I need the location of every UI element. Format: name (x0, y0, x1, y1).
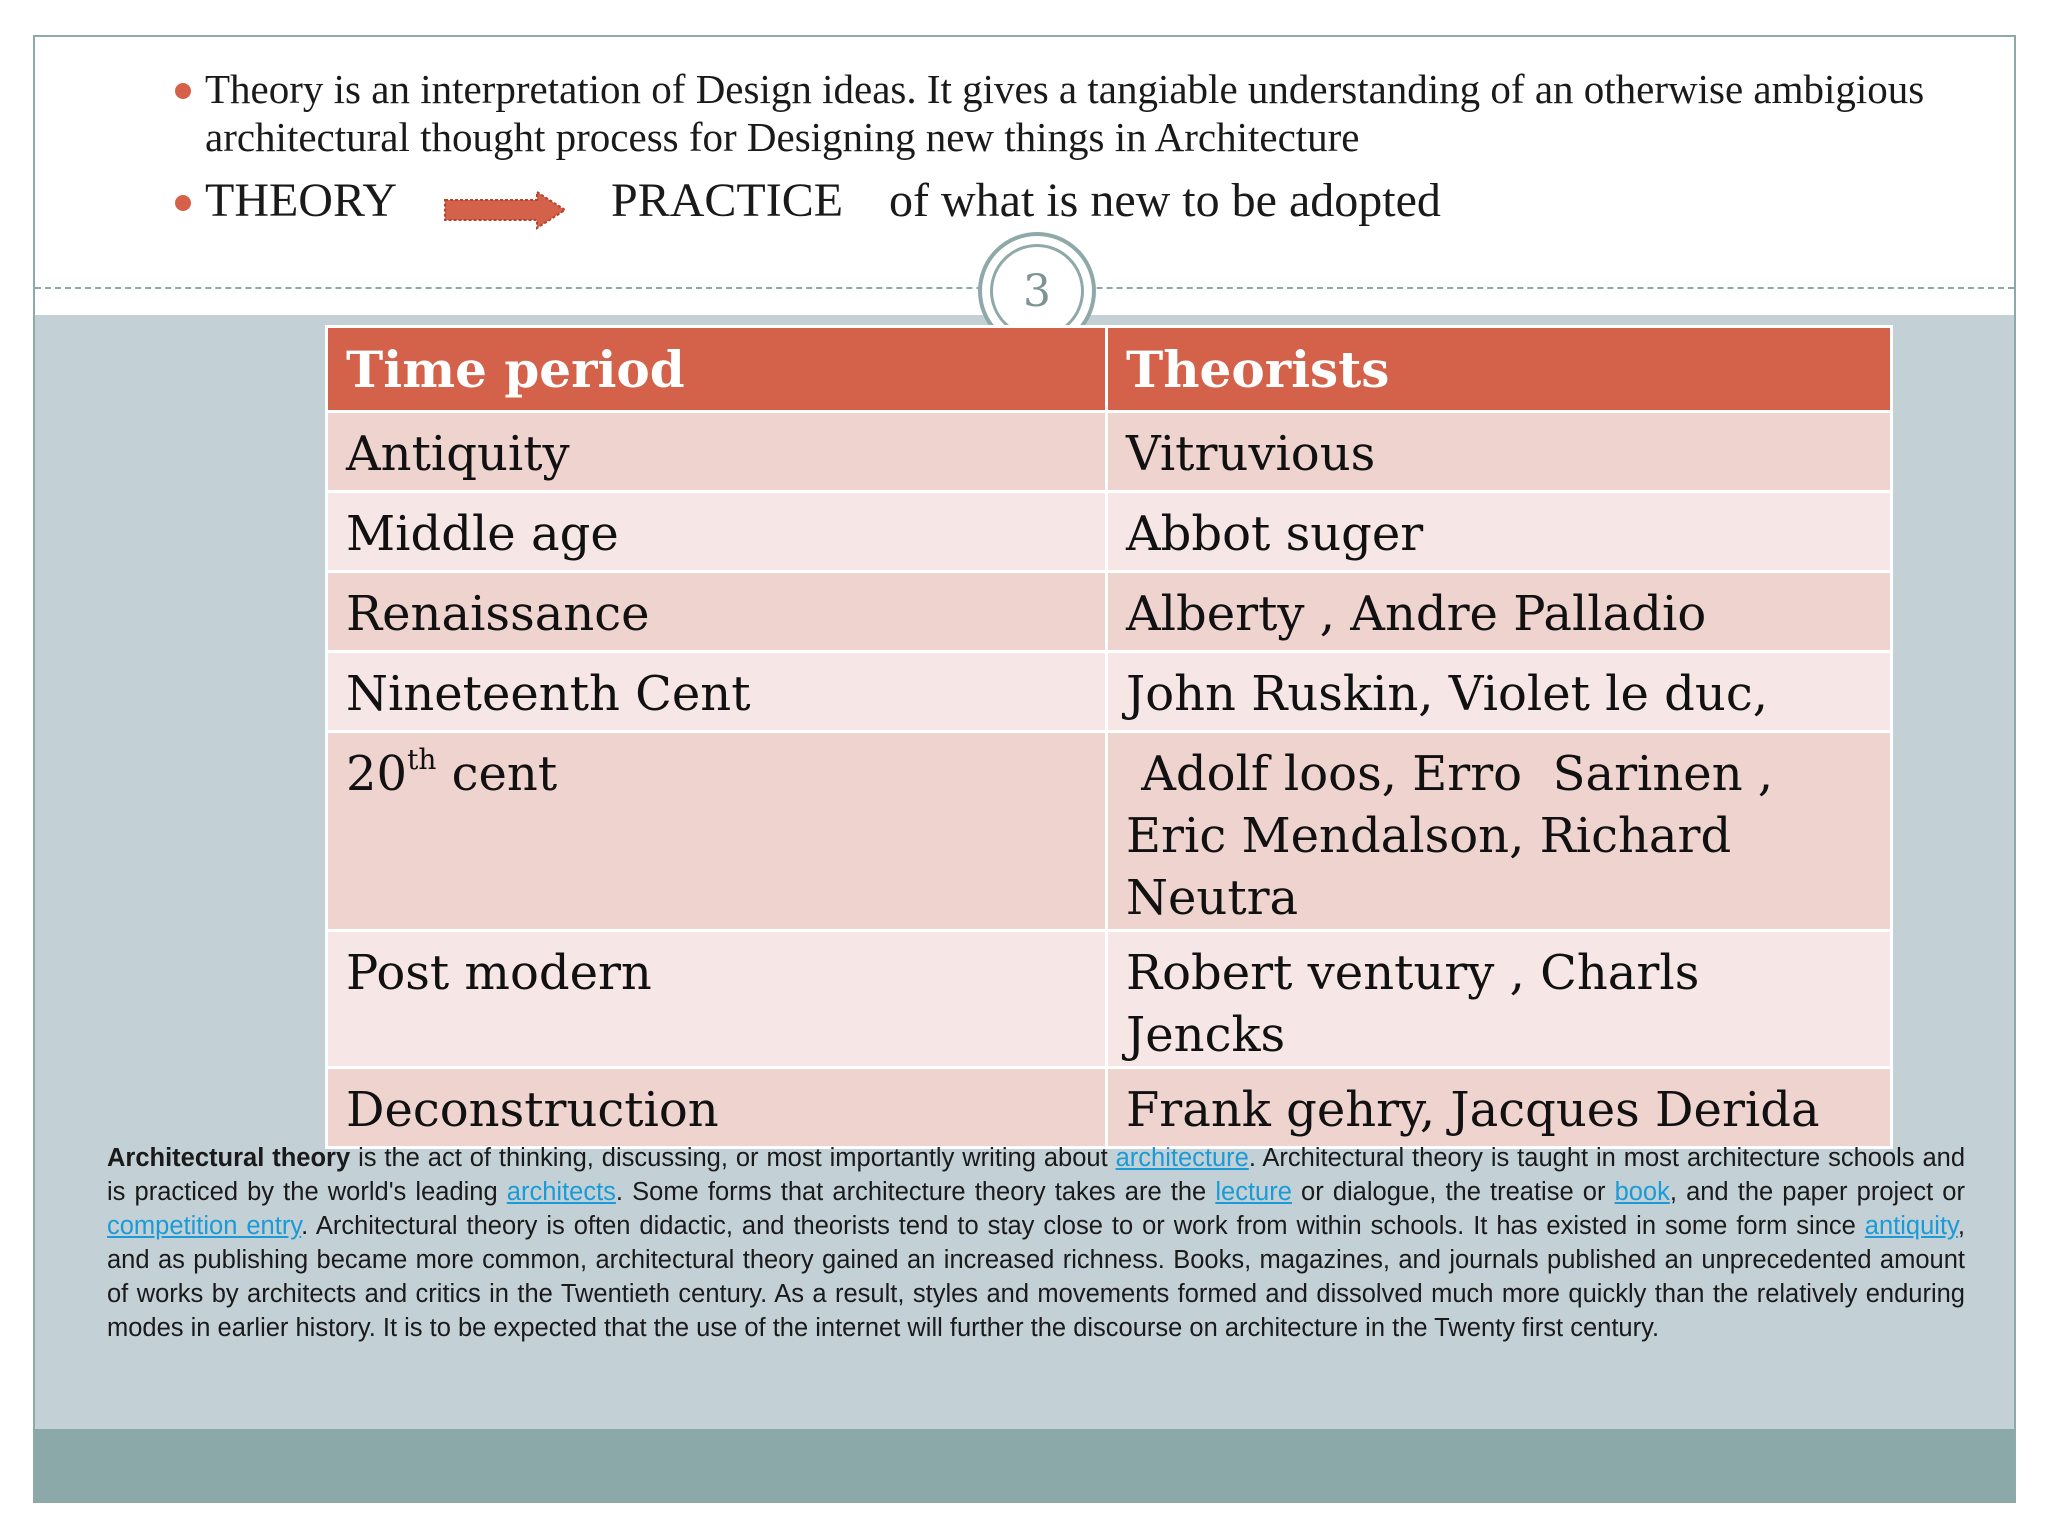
right-arrow-icon (443, 185, 569, 225)
theorists-cell: Robert ventury , Charls Jencks (1107, 931, 1892, 1068)
theorists-cell: Vitruvious (1107, 412, 1892, 492)
bullet-item (105, 171, 1935, 231)
theorists-cell: Alberty , Andre Palladio (1107, 572, 1892, 652)
bullet-text: Theory is an interpretation of Design ideas. It gives a tangiable understanding of an otherwise ambigious architectural thought process for Designing new things in Architecture (205, 66, 1925, 160)
page-number: 3 (990, 244, 1084, 338)
period-cell: Middle age (327, 492, 1107, 572)
theory-word: THEORY (205, 174, 397, 227)
table-row (327, 652, 1892, 732)
period-superscript: th (407, 743, 437, 776)
table-row (327, 732, 1892, 931)
theorists-cell: Abbot suger (1107, 492, 1892, 572)
period-cell (327, 732, 1107, 931)
paragraph-text: , and as publishing became more common, architectural theory gained an increased richness. Books, magazines, and journals published an unprecedented amount of works by architects and critics in the Twentieth century. As a result, styles and movements formed and dissolved much more quickly than the relatively enduring modes in earlier history. It is to be expected that the use of the internet will further the discourse on architecture in the Twenty first century. (107, 1212, 1965, 1342)
theorists-cell: John Ruskin, Violet le duc, (1107, 652, 1892, 732)
link-competition-entry[interactable]: competition entry (107, 1212, 302, 1240)
header-theorists: Theorists (1107, 327, 1892, 412)
description-paragraph (107, 1141, 1965, 1345)
slide (33, 35, 2016, 1503)
table-row (327, 572, 1892, 652)
paragraph-text: , and the paper project or (1669, 1178, 1965, 1206)
link-book[interactable]: book (1614, 1178, 1670, 1206)
table-header-row (327, 327, 1892, 412)
period-cell: Deconstruction (327, 1068, 1107, 1148)
link-architects[interactable]: architects (506, 1178, 616, 1206)
period-cell: Renaissance (327, 572, 1107, 652)
table-row (327, 492, 1892, 572)
bullet-item (105, 65, 1935, 161)
paragraph-bold-lead: Architectural theory (107, 1144, 351, 1172)
paragraph-text: . Some forms that architecture theory takes are the (615, 1178, 1216, 1206)
link-architecture[interactable]: architecture (1115, 1144, 1249, 1172)
bullet-list (105, 65, 1935, 231)
table-row (327, 931, 1892, 1068)
paragraph-text: . Architectural theory is taught in most architecture schools and is practiced by the world's leading (107, 1144, 1966, 1206)
paragraph-text: is the act of thinking, discussing, or most importantly writing about (350, 1144, 1116, 1172)
bullet-dot-icon (175, 83, 191, 99)
theorists-cell: Adolf loos, Erro Sarinen , Eric Mendalson, Richard Neutra (1107, 732, 1892, 931)
practice-word: PRACTICE (611, 174, 844, 227)
link-lecture[interactable]: lecture (1215, 1178, 1292, 1206)
period-number: 20 (346, 746, 408, 802)
header-time-period: Time period (327, 327, 1107, 412)
theorists-cell: Frank gehry, Jacques Derida (1107, 1068, 1892, 1148)
slide-footer-band (35, 1429, 2014, 1501)
period-rest: cent (436, 746, 558, 802)
table-row (327, 1068, 1892, 1148)
period-cell: Nineteenth Cent (327, 652, 1107, 732)
theorists-table (325, 325, 1893, 1149)
paragraph-text: or dialogue, the treatise or (1291, 1178, 1615, 1206)
period-cell: Antiquity (327, 412, 1107, 492)
paragraph-text: . Architectural theory is often didactic, and theorists tend to stay close to or work from within schools. It has existed in some form since (301, 1212, 1865, 1240)
table-row (327, 412, 1892, 492)
bullet-dot-icon (175, 195, 191, 211)
period-cell: Post modern (327, 931, 1107, 1068)
link-antiquity[interactable]: antiquity (1864, 1212, 1958, 1240)
bullet-tail-text: of what is new to be adopted (889, 174, 1441, 227)
